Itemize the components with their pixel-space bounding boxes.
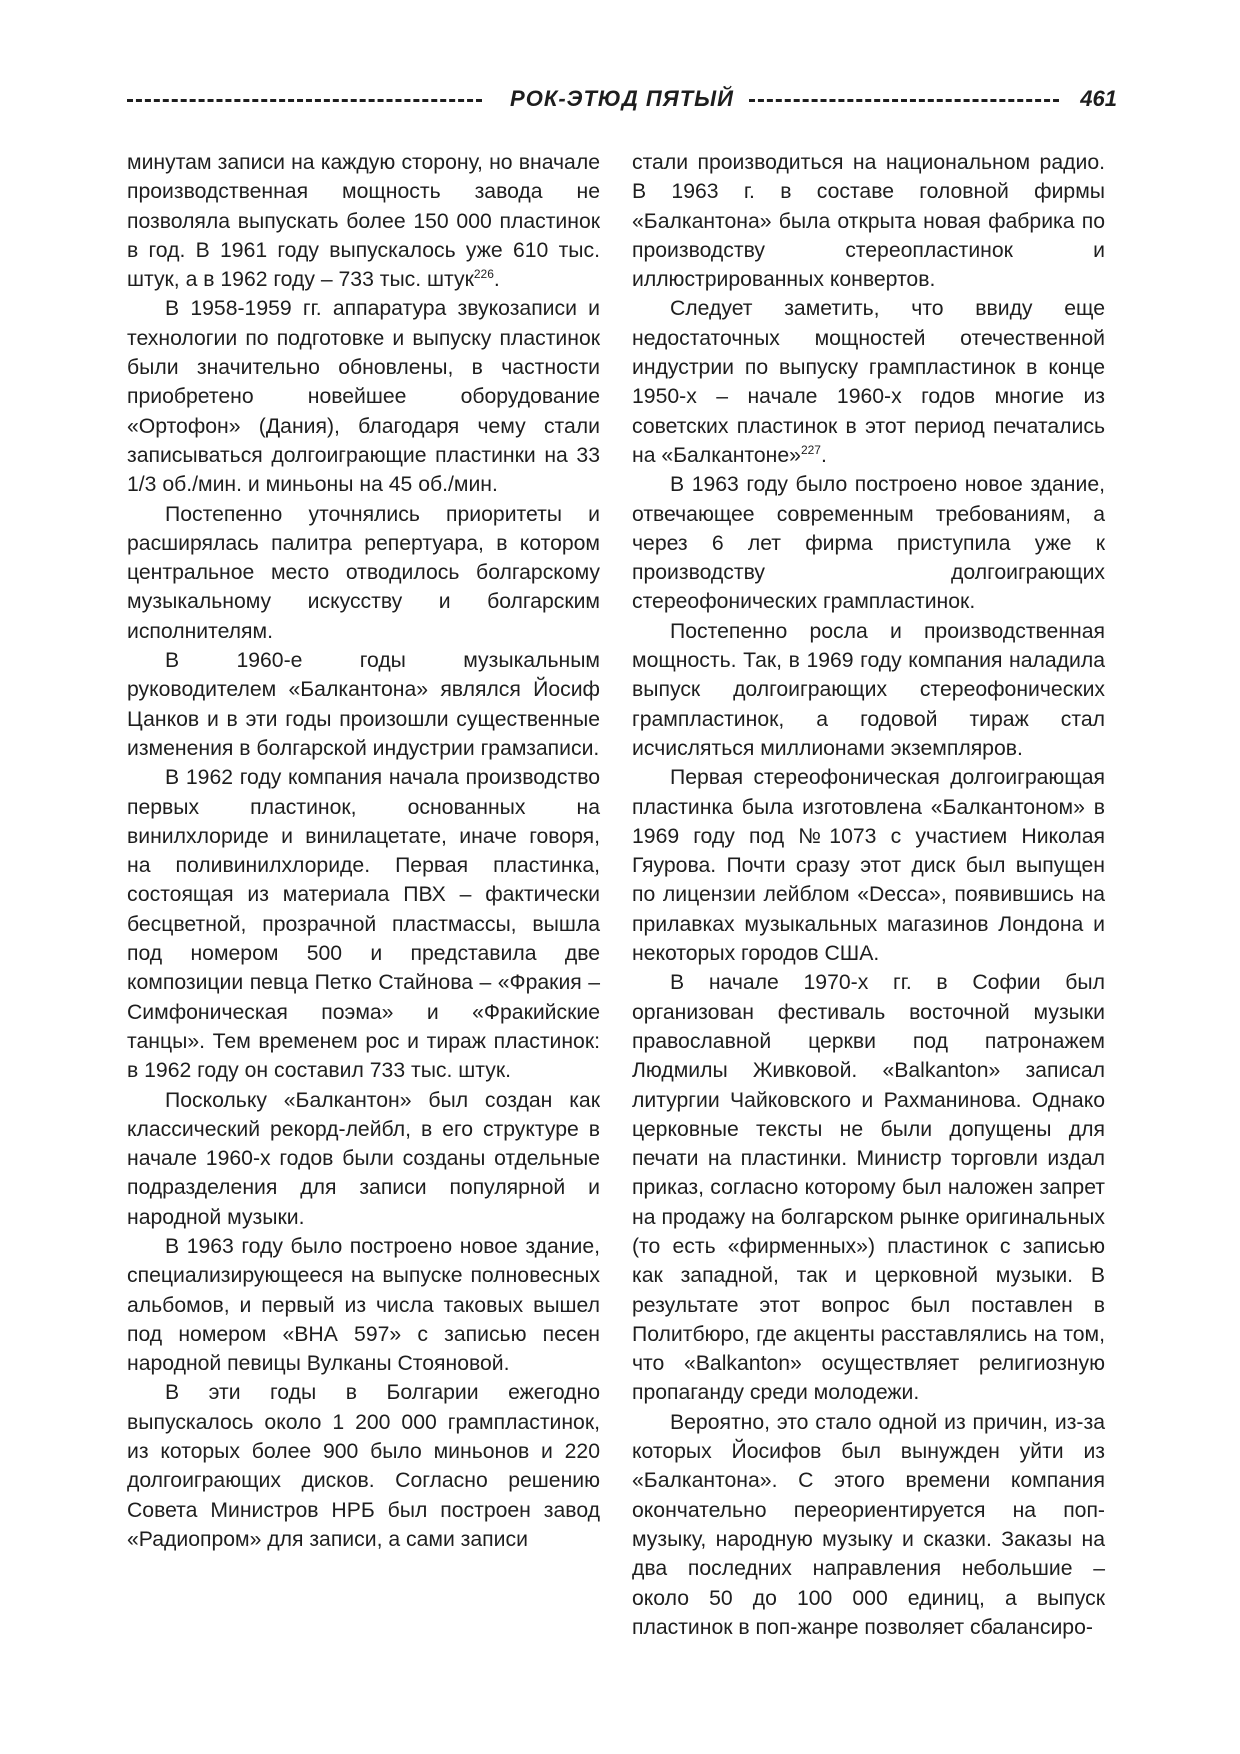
paragraph-text: минутам записи на каждую сторону, но вначале производственная мощность завода не позволяла выпускать более 150 000 пластинок в год. В 1961 году выпускалось уже 610 тыс. штук, а в 1962 году – 733 тыс. штук	[127, 151, 600, 292]
page-number: 461	[1080, 86, 1117, 111]
paragraph-text: Следует заметить, что ввиду еще недостаточных мощностей отечественной индустрии по выпуску грампластинок в конце 1950-х – начале 1960-х годов многие из советских пластинок в этот период печатались на «Балкантоне»	[632, 297, 1105, 467]
paragraph: Вероятно, это стало одной из причин, из-за которых Йосифов был вынужден уйти из «Балкантона». С этого времени компания окончательно переориентируется на поп-музыку, народную музыку и сказки. Заказы на два последних направления небольшие – около 50 до 100 000 единиц, а выпуск пластинок в поп-жанре позволяет сбалансиро-	[632, 1410, 1105, 1639]
paragraph: В 1963 году было построено новое здание, отвечающее современным требованиям, а через 6 лет фирма приступила уже к производству долгоиграющих стереофонических грампластинок.	[632, 473, 1105, 614]
paragraph-tail: .	[493, 268, 500, 292]
header-rule-right	[749, 99, 1059, 102]
paragraph: Первая стереофоническая долгоиграющая пластинка была изготовлена «Балкантоном» в 1969 году под №1073 с участием Николая Гяурова. Почти сразу этот диск был выпущен по лицензии лейблом «Decca», появившись на прилавках музыкальных магазинов Лондона и некоторых городов США.	[632, 766, 1105, 966]
paragraph: В 1963 году было построено новое здание, специализирующееся на выпуске полновесных альбомов, и первый из числа таковых вышел под номером «ВНА 597» с записью песен народной певицы Вулканы Стояновой.	[127, 1234, 600, 1376]
paragraph: В эти годы в Болгарии ежегодно выпускалось около 1 200 000 грампластинок, из которых более 900 было миньонов и 220 долгоиграющих дисков. Согласно решению Совета Министров НРБ был построен завод «Радиопром» для записи, а сами записи	[127, 1381, 600, 1551]
paragraph-tail: .	[820, 443, 827, 467]
paragraph: Поскольку «Балкантон» был создан как классический рекорд-лейбл, в его структуре в начале 1960-х годов были созданы отдельные подразделения для записи популярной и народной музыки.	[127, 1088, 600, 1229]
paragraph: В 1960-е годы музыкальным руководителем «Балкантона» являлся Йосиф Цанков и в эти годы произошли существенные изменения в болгарской индустрии грамзаписи.	[127, 649, 600, 760]
footnote-ref: 226	[473, 267, 494, 282]
paragraph: В 1962 году компания начала производство первых пластинок, основанных на винилхлориде и винилацетате, иначе говоря, на поливинилхлориде. Первая пластинка, состоящая из материала ПВХ – фактически бесцветной, прозрачной пластмассы, вышла под номером 500 и представила две композиции певца Петко Стайнова – «Фракия – Симфоническая поэма» и «Фракийские танцы». Тем временем рос и тираж пластинок: в 1962 году он составил 733 тыс. штук.	[127, 766, 600, 1083]
header-rule-left	[127, 99, 482, 102]
paragraph	[127, 148, 600, 294]
chapter-title: РОК-ЭТЮД ПЯТЫЙ	[510, 86, 734, 111]
footnote-ref: 227	[800, 442, 821, 457]
paragraph: стали производиться на национальном радио. В 1963 г. в составе головной фирмы «Балкантона» была открыта новая фабрика по производству стереопластинок и иллюстрированных конвертов.	[632, 151, 1105, 292]
paragraph: Постепенно росла и производственная мощность. Так, в 1969 году компания наладила выпуск долгоиграющих стереофонических грампластинок, а годовой тираж стал исчисляться миллионами экземпляров.	[632, 619, 1105, 760]
right-column	[632, 148, 1105, 1642]
left-column	[127, 148, 600, 1554]
paragraph: В 1958-1959 гг. аппаратура звукозаписи и технологии по подготовке и выпуску пластинок были значительно обновлены, в частности приобретено новейшее оборудование «Ортофон» (Дания), благодаря чему стали записываться долгоиграющие пластинки на 33 1/3 об./мин. и миньоны на 45 об./мин.	[127, 297, 600, 497]
paragraph: В начале 1970-х гг. в Софии был организован фестиваль восточной музыки православной церкви под патронажем Людмилы Живковой. «Balkanton» записал литургии Чайковского и Рахманинова. Однако церковные тексты не были допущены для печати на пластинки. Министр торговли издал приказ, согласно которому был наложен запрет на продажу на болгарском рынке оригинальных (то есть «фирменных») пластинок с записью как западной, так и церковной музыки. В результате этот вопрос был поставлен в Политбюро, где акценты расставлялись на том, что «Balkanton» осуществляет религиозную пропаганду среди молодежи.	[632, 971, 1105, 1405]
running-header	[127, 82, 1117, 116]
paragraph: Постепенно уточнялись приоритеты и расширялась палитра репертуара, в котором центральное место отводилось болгарскому музыкальному искусству и болгарским исполнителям.	[127, 502, 600, 643]
paragraph	[632, 294, 1105, 470]
